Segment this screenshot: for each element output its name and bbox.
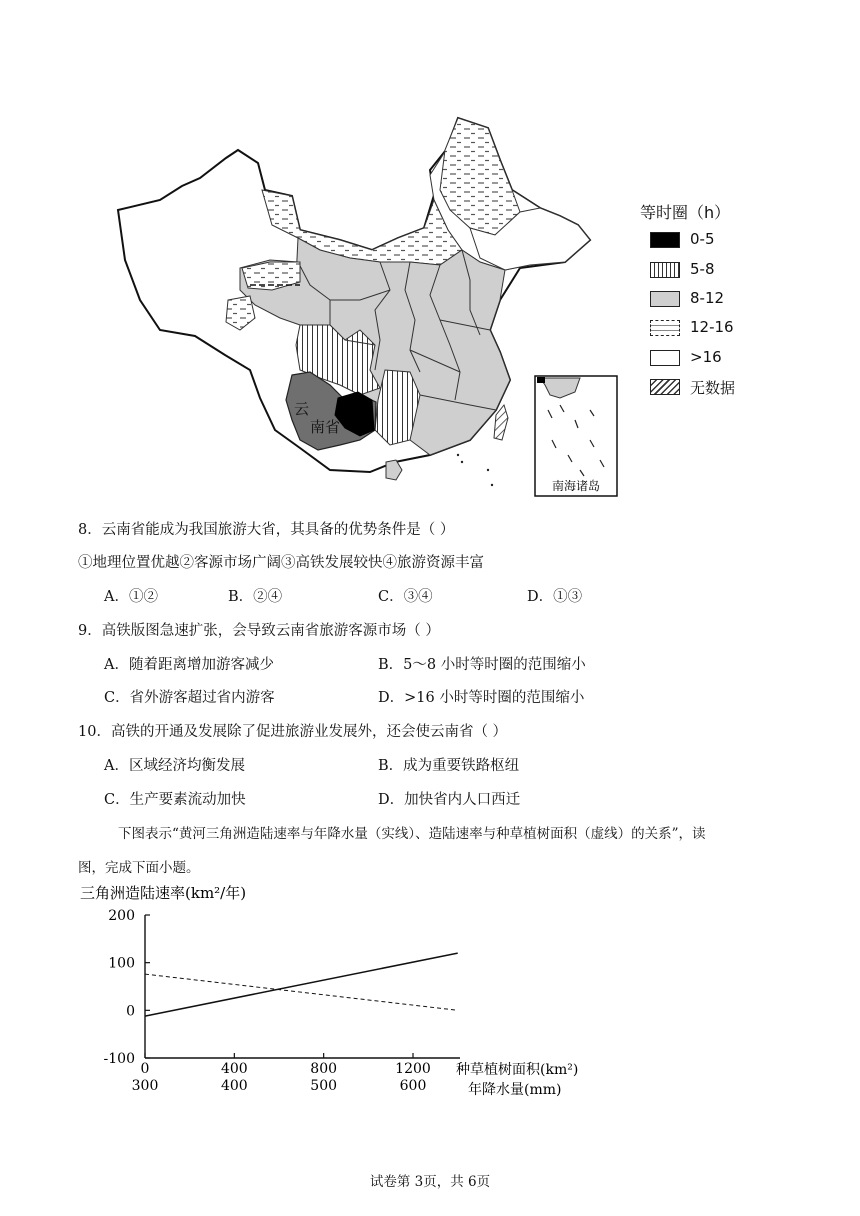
chart-series-solid-line — [145, 953, 458, 1016]
chart-ylabel: 三角洲造陆速率(km²/年) — [80, 884, 247, 902]
china-map-svg — [0, 0, 620, 500]
question-9-option-a[interactable]: A．随着距离增加游客减少 — [104, 657, 274, 673]
chart-xtick-bottom-label: 600 — [399, 1078, 427, 1094]
intro-line-1: 下图表示“黄河三角洲造陆速率与年降水量（实线）、造陆速率与种草植树面积（虚线）的关系”，读 — [118, 826, 706, 842]
legend-swatch-white — [650, 350, 680, 366]
question-8-stem: 8．云南省能成为我国旅游大省，其具备的优势条件是（ ） — [78, 522, 455, 538]
chart-xtick-bottom-label: 400 — [220, 1078, 248, 1094]
question-9-option-c[interactable]: C．省外游客超过省内游客 — [104, 690, 275, 706]
province-label-1: 云 — [294, 400, 310, 418]
question-8-option-c[interactable]: C．③④ — [378, 589, 433, 605]
legend-swatch-gray — [650, 291, 680, 307]
question-9-option-b[interactable]: B．5～8 小时等时圈的范围缩小 — [378, 657, 586, 673]
question-8-option-a[interactable]: A．①② — [104, 589, 158, 605]
legend-label-3: 12-16 — [690, 318, 734, 336]
chart-xlabel-bottom: 年降水量(mm) — [468, 1082, 562, 1098]
china-map — [0, 0, 860, 500]
chart-xtick-top-label: 800 — [310, 1061, 338, 1077]
legend-swatch-dashes — [650, 320, 680, 336]
chart-series-dashed-line — [145, 974, 458, 1010]
chart-xtick-bottom-label: 300 — [131, 1078, 159, 1094]
question-9-stem: 9．高铁版图急速扩张，会导致云南省旅游客源市场（ ） — [78, 623, 440, 639]
question-8-option-b[interactable]: B．②④ — [228, 589, 283, 605]
page-footer: 试卷第 3页，共 6页 — [369, 1174, 491, 1190]
question-9-option-d[interactable]: D．>16 小时等时圈的范围缩小 — [378, 690, 585, 706]
province-label-2: 南省 — [310, 418, 341, 436]
legend-swatch-black — [650, 232, 680, 248]
intro-line-2: 图，完成下面小题。 — [78, 860, 200, 876]
question-10-option-c[interactable]: C．生产要素流动加快 — [104, 792, 246, 808]
question-10-option-b[interactable]: B．成为重要铁路枢纽 — [378, 758, 520, 774]
question-10-option-a[interactable]: A．区域经济均衡发展 — [104, 758, 245, 774]
chart-container — [0, 878, 620, 1108]
chart-xtick-bottom-label: 500 — [310, 1078, 338, 1094]
chart-ytick-label: -100 — [103, 1051, 135, 1067]
legend-label-1: 5-8 — [690, 260, 715, 278]
chart-svg — [0, 878, 620, 1108]
chart-xtick-top-label: 1200 — [395, 1061, 431, 1077]
question-8-sub: ①地理位置优越②客源市场广阔③高铁发展较快④旅游资源丰富 — [78, 555, 484, 571]
chart-xtick-top-label: 0 — [140, 1061, 150, 1077]
chart-xlabel-top: 种草植树面积(km²) — [456, 1062, 579, 1078]
chart-xtick-top-label: 400 — [220, 1061, 248, 1077]
legend-label-4: >16 — [690, 348, 722, 366]
question-10-option-d[interactable]: D．加快省内人口西迁 — [378, 792, 521, 808]
question-10-stem: 10．高铁的开通及发展除了促进旅游业发展外，还会使云南省（ ） — [78, 724, 508, 740]
question-8-option-d[interactable]: D．①③ — [527, 589, 583, 605]
legend-swatch-vlines — [650, 262, 680, 278]
legend-label-2: 8-12 — [690, 289, 725, 307]
chart-ytick-label: 0 — [126, 1003, 135, 1020]
inset-label: 南海诸岛 — [551, 479, 601, 493]
chart-ytick-label: 100 — [108, 955, 135, 972]
chart-ytick-label: 200 — [108, 908, 135, 924]
legend-title: 等时圈（h） — [640, 203, 731, 222]
legend-label-5: 无数据 — [690, 379, 736, 397]
legend-label-0: 0-5 — [690, 230, 715, 248]
legend-swatch-diagonal — [650, 379, 680, 395]
